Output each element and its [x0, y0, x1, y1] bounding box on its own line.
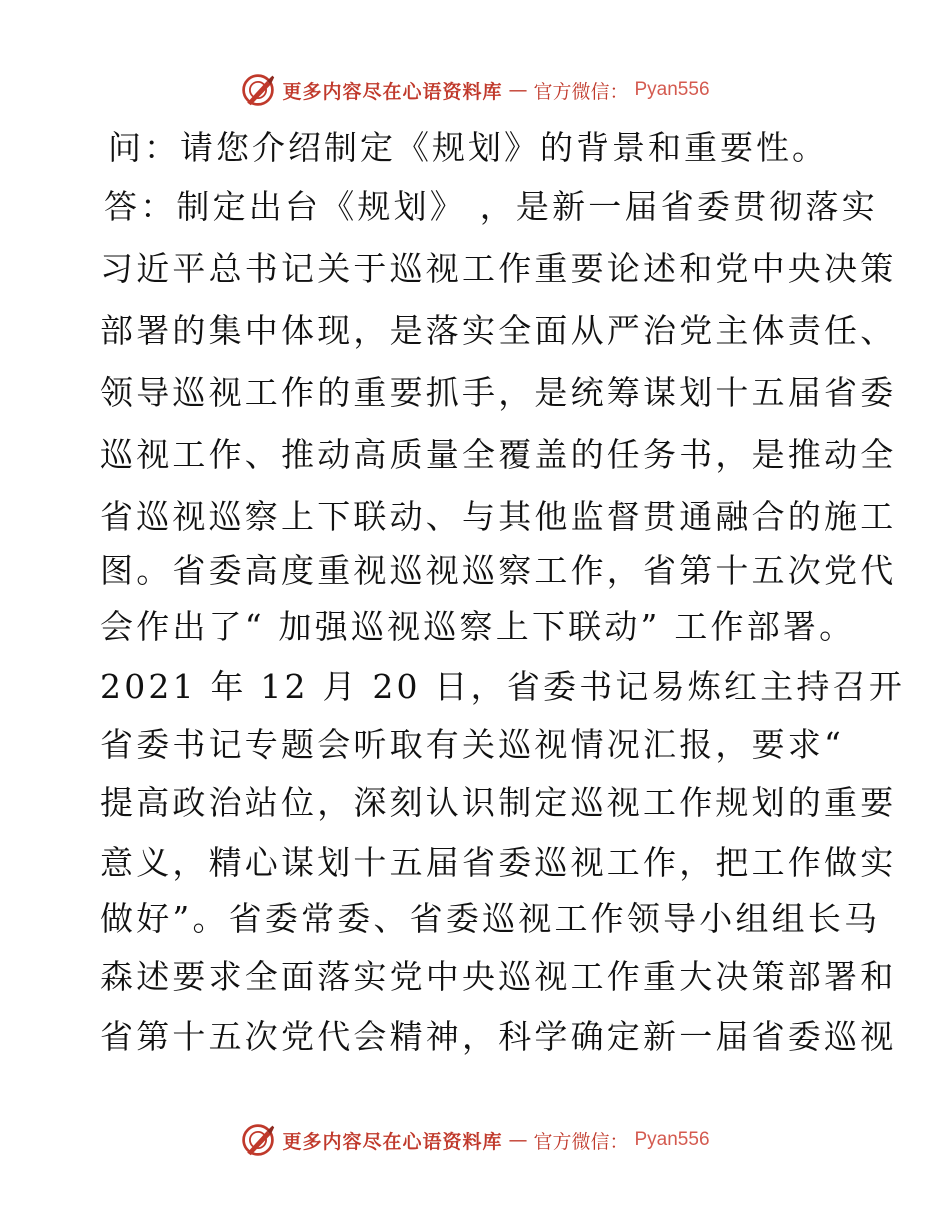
- answer-line: 省第十五次党代会精神，科学确定新一届省委巡视: [100, 1017, 897, 1056]
- watermark-dash: —: [508, 79, 528, 101]
- pen-seal-icon: [240, 1122, 276, 1158]
- answer-line: 领导巡视工作的重要抓手，是统筹谋划十五届省委: [100, 373, 897, 412]
- answer-line: 做好”。省委常委、省委巡视工作领导小组组长马: [100, 899, 881, 938]
- answer-line: 省巡视巡察上下联动、与其他监督贯通融合的施工: [100, 497, 897, 536]
- answer-line: 习近平总书记关于巡视工作重要论述和党中央决策: [100, 249, 897, 288]
- watermark-slogan: 更多内容尽在心语资料库: [282, 80, 503, 103]
- watermark-slogan: 更多内容尽在心语资料库: [282, 1130, 503, 1153]
- question-text: 问：请您介绍制定《规划》的背景和重要性。: [108, 128, 828, 167]
- answer-line: 部署的集中体现，是落实全面从严治党主体责任、: [100, 311, 897, 350]
- watermark-wechat-id: Pyan556: [634, 79, 710, 100]
- answer-line: 森述要求全面落实党中央巡视工作重大决策部署和: [100, 957, 897, 996]
- header-watermark: [0, 68, 950, 112]
- watermark-wechat-id: Pyan556: [634, 1129, 710, 1150]
- answer-line: 图。省委高度重视巡视巡察工作，省第十五次党代: [100, 551, 897, 590]
- footer-watermark: [0, 1118, 950, 1162]
- watermark-label: 官方微信：: [533, 80, 629, 103]
- answer-line: 巡视工作、推动高质量全覆盖的任务书，是推动全: [100, 435, 897, 474]
- answer-line: 提高政治站位，深刻认识制定巡视工作规划的重要: [100, 783, 897, 822]
- answer-line: 意义，精心谋划十五届省委巡视工作，把工作做实: [100, 843, 897, 882]
- watermark-label: 官方微信：: [533, 1130, 629, 1153]
- answer-line: 会作出了“ 加强巡视巡察上下联动” 工作部署。: [100, 607, 856, 646]
- watermark-dash: —: [508, 1129, 528, 1151]
- answer-line-date: 2021 年 12 月 20 日，省委书记易炼红主持召开: [100, 667, 906, 706]
- answer-line: 答：制定出台《规划》 ，是新一届省委贯彻落实: [104, 187, 878, 226]
- pen-seal-icon: [240, 72, 276, 108]
- answer-line: 省委书记专题会听取有关巡视情况汇报，要求“: [100, 725, 845, 764]
